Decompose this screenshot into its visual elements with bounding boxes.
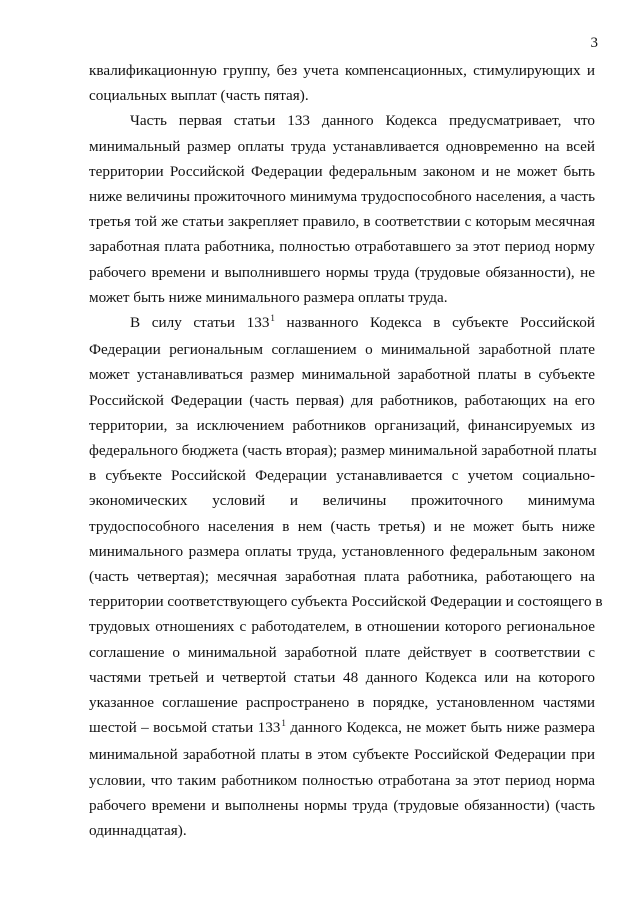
text-line: рабочего времени и выполнившего нормы труда (трудовые обязанности), не (89, 263, 595, 281)
line-text-before-superscript: В силу статьи 133 (130, 314, 270, 332)
text-line: частями третьей и четвертой статьи 48 данного Кодекса или на которого (89, 668, 595, 686)
text-line: рабочего времени и выполнены нормы труда (трудовые обязанности) (часть (89, 796, 595, 814)
text-line: условии, что таким работником полностью отработана за этот период норма (89, 771, 595, 789)
document-body (89, 58, 603, 843)
text-line: минимальный размер оплаты труда устанавливается одновременно на всей (89, 137, 595, 155)
line-text-after-superscript: названного Кодекса в субъекте Российской (274, 314, 595, 332)
line-text-after-superscript: данного Кодекса, не может быть ниже размера (285, 719, 595, 737)
text-line: социальных выплат (часть пятая). (89, 87, 309, 105)
superscript: 1 (270, 313, 275, 324)
page-number: 3 (590, 35, 598, 51)
text-line: трудоспособного населения в нем (часть третья) и не может быть ниже (89, 517, 595, 535)
text-line: территории, за исключением работников организаций, финансируемых из (89, 416, 595, 434)
text-line: может устанавливаться размер минимальной заработной платы в субъекте (89, 366, 595, 384)
text-line: в субъекте Российской Федерации устанавливается с учетом социально- (89, 467, 595, 485)
text-line: трудовых отношениях с работодателем, в отношении которого региональное (89, 618, 595, 636)
text-line: указанное соглашение распространено в порядке, установленном частями (89, 694, 595, 712)
text-line: экономических условий и величины прожиточного минимума (89, 492, 595, 510)
text-line: ниже величины прожиточного минимума трудоспособного населения, а часть (89, 188, 595, 206)
text-line (89, 715, 595, 742)
text-line: минимальной заработной платы в этом субъекте Российской Федерации при (89, 746, 595, 764)
line-text-before-superscript: шестой – восьмой статьи 133 (89, 719, 281, 737)
text-line: (часть четвертая); месячная заработная плата работника, работающего на (89, 568, 595, 586)
text-line: минимального размера оплаты труда, установленного федеральным законом (89, 542, 595, 560)
text-line: соглашение о минимальной заработной плате действует в соответствии с (89, 643, 595, 661)
text-line: заработная плата работника, полностью отработавшего за этот период норму (89, 238, 595, 256)
text-line: может быть ниже минимального размера оплаты труда. (89, 288, 448, 306)
text-line: третья той же статьи закрепляет правило, в соответствии с которым месячная (89, 213, 595, 231)
paragraph-first-line (89, 310, 595, 337)
text-line: территории соответствующего субъекта Российской Федерации и состоящего в (89, 593, 603, 611)
paragraph-first-line: Часть первая статьи 133 данного Кодекса предусматривает, что (130, 112, 595, 130)
text-line: территории Российской Федерации федеральным законом и не может быть (89, 162, 595, 180)
text-line: федерального бюджета (часть вторая); размер минимальной заработной платы (89, 442, 597, 460)
text-line: Российской Федерации (часть первая) для работников, работающих на его (89, 391, 595, 409)
text-line: Федерации региональным соглашением о минимальной заработной плате (89, 341, 595, 359)
text-line: квалификационную группу, без учета компенсационных, стимулирующих и (89, 62, 595, 79)
text-line: одиннадцатая). (89, 822, 187, 840)
superscript: 1 (281, 718, 286, 729)
